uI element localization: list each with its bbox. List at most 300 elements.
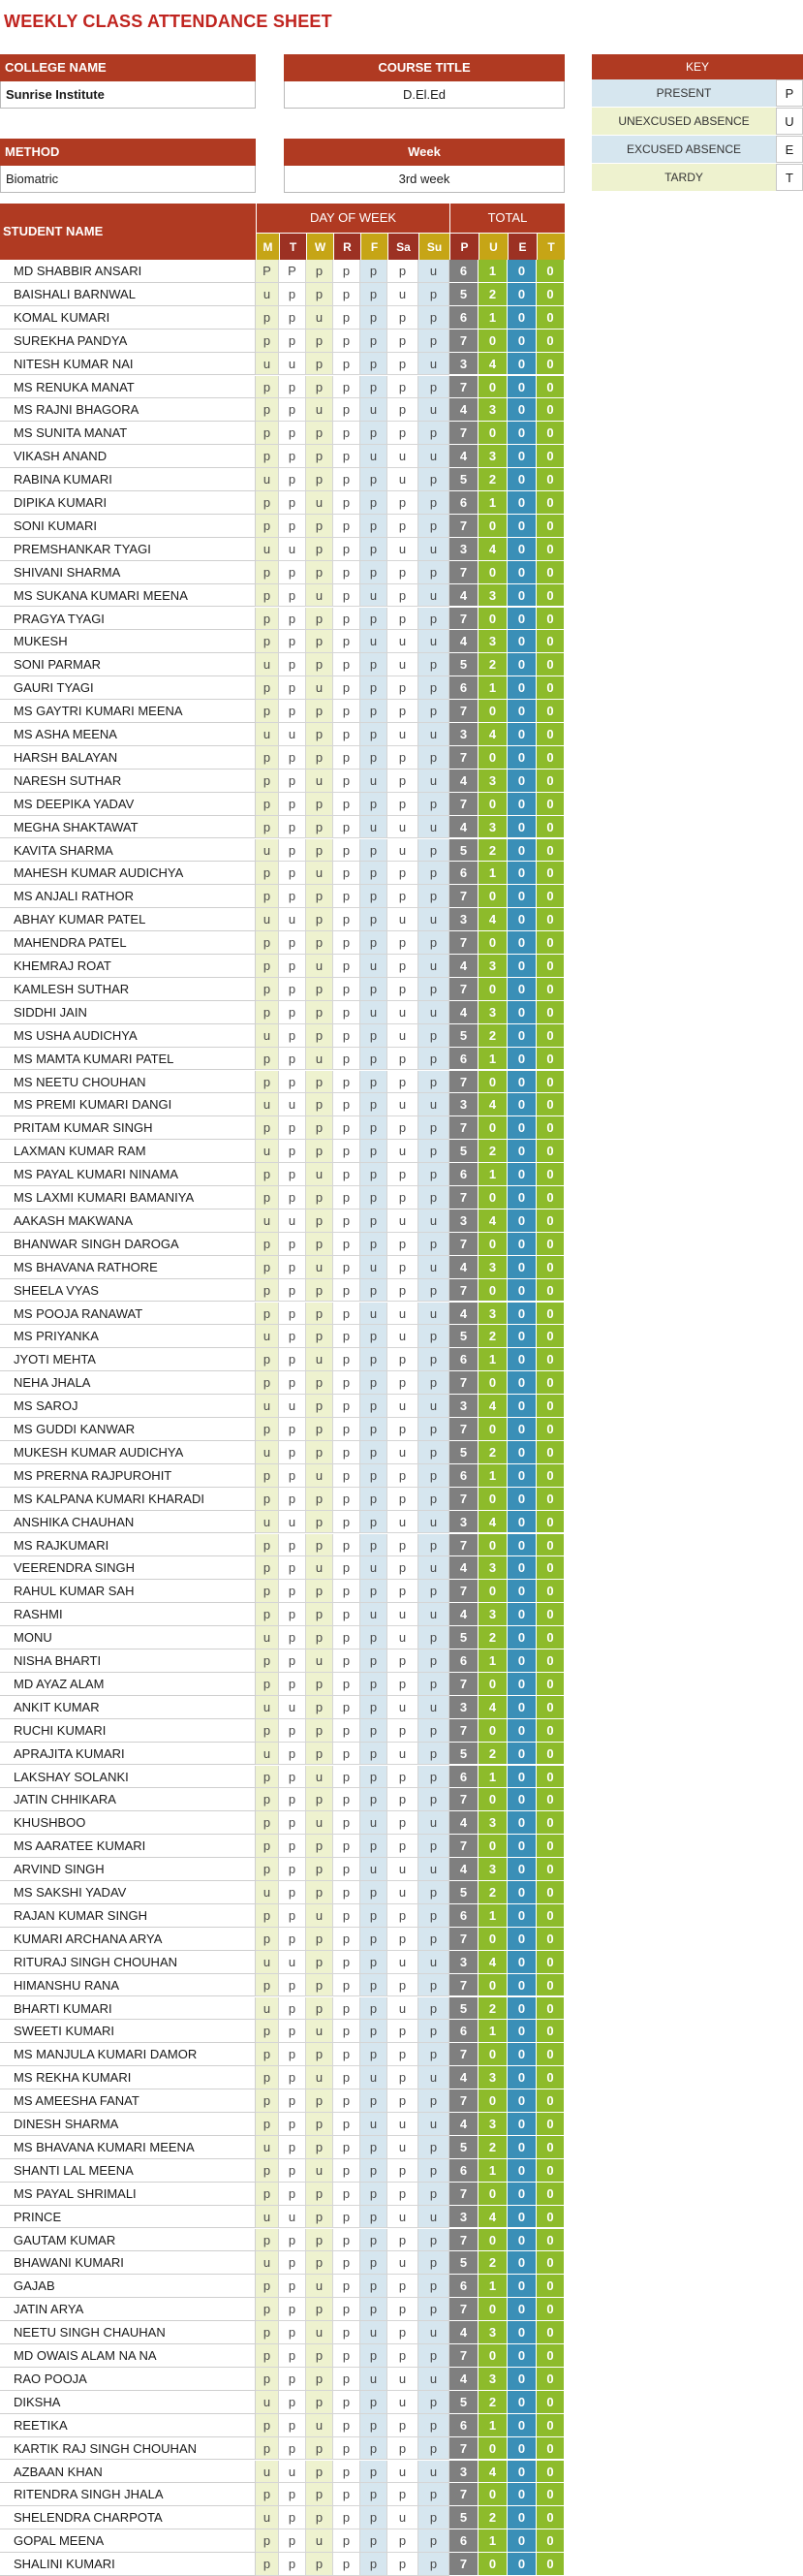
attendance-cell[interactable]: p bbox=[360, 793, 387, 816]
attendance-cell[interactable]: p bbox=[387, 491, 418, 515]
attendance-cell[interactable]: u bbox=[418, 353, 449, 376]
attendance-cell[interactable]: u bbox=[387, 1881, 418, 1904]
attendance-cell[interactable]: p bbox=[279, 816, 306, 839]
attendance-cell[interactable]: p bbox=[418, 2043, 449, 2066]
attendance-cell[interactable]: u bbox=[360, 1256, 387, 1279]
attendance-cell[interactable]: p bbox=[360, 2159, 387, 2183]
attendance-cell[interactable]: p bbox=[333, 1256, 360, 1279]
attendance-cell[interactable]: u bbox=[387, 1858, 418, 1881]
attendance-cell[interactable]: p bbox=[360, 283, 387, 306]
attendance-cell[interactable]: p bbox=[333, 1488, 360, 1511]
attendance-cell[interactable]: p bbox=[279, 1163, 306, 1186]
attendance-cell[interactable]: u bbox=[306, 398, 333, 422]
attendance-cell[interactable]: p bbox=[418, 1928, 449, 1951]
attendance-cell[interactable]: p bbox=[333, 608, 360, 631]
attendance-cell[interactable]: p bbox=[418, 1071, 449, 1094]
attendance-cell[interactable]: p bbox=[418, 839, 449, 863]
attendance-cell[interactable]: p bbox=[279, 2020, 306, 2043]
attendance-cell[interactable]: u bbox=[360, 2368, 387, 2391]
attendance-cell[interactable]: p bbox=[256, 1719, 279, 1743]
attendance-cell[interactable]: p bbox=[333, 445, 360, 468]
attendance-cell[interactable]: u bbox=[306, 1556, 333, 1580]
attendance-cell[interactable]: p bbox=[306, 515, 333, 538]
student-name-cell[interactable]: SHIVANI SHARMA bbox=[0, 561, 256, 584]
attendance-cell[interactable]: u bbox=[387, 1140, 418, 1163]
student-name-cell[interactable]: KOMAL KUMARI bbox=[0, 306, 256, 330]
attendance-cell[interactable]: p bbox=[306, 538, 333, 561]
attendance-cell[interactable]: p bbox=[360, 700, 387, 723]
attendance-cell[interactable]: p bbox=[360, 306, 387, 330]
attendance-cell[interactable]: p bbox=[387, 1116, 418, 1140]
attendance-cell[interactable]: p bbox=[360, 1093, 387, 1116]
attendance-cell[interactable]: p bbox=[360, 491, 387, 515]
attendance-cell[interactable]: p bbox=[306, 1673, 333, 1696]
attendance-cell[interactable]: p bbox=[387, 422, 418, 445]
attendance-cell[interactable]: p bbox=[306, 1001, 333, 1024]
attendance-cell[interactable]: p bbox=[360, 1696, 387, 1719]
student-name-cell[interactable]: BHARTI KUMARI bbox=[0, 1997, 256, 2021]
attendance-cell[interactable]: p bbox=[279, 2066, 306, 2089]
student-name-cell[interactable]: KAVITA SHARMA bbox=[0, 839, 256, 863]
attendance-cell[interactable]: p bbox=[279, 1418, 306, 1441]
attendance-cell[interactable]: p bbox=[360, 1974, 387, 1997]
student-name-cell[interactable]: LAKSHAY SOLANKI bbox=[0, 1766, 256, 1789]
attendance-cell[interactable]: p bbox=[279, 1233, 306, 1256]
attendance-cell[interactable]: p bbox=[418, 676, 449, 700]
attendance-cell[interactable]: p bbox=[333, 376, 360, 399]
attendance-cell[interactable]: u bbox=[418, 1811, 449, 1835]
college-name-value[interactable]: Sunrise Institute bbox=[0, 81, 256, 109]
attendance-cell[interactable]: u bbox=[418, 1511, 449, 1534]
attendance-cell[interactable]: u bbox=[306, 2414, 333, 2437]
attendance-cell[interactable]: u bbox=[360, 1811, 387, 1835]
attendance-cell[interactable]: p bbox=[256, 1488, 279, 1511]
attendance-cell[interactable]: p bbox=[256, 770, 279, 793]
attendance-cell[interactable]: p bbox=[306, 1881, 333, 1904]
attendance-cell[interactable]: p bbox=[360, 1626, 387, 1649]
attendance-cell[interactable]: p bbox=[306, 376, 333, 399]
attendance-cell[interactable]: p bbox=[279, 2183, 306, 2206]
attendance-cell[interactable]: p bbox=[387, 1256, 418, 1279]
attendance-cell[interactable]: p bbox=[306, 2136, 333, 2159]
attendance-cell[interactable]: p bbox=[387, 1904, 418, 1928]
attendance-cell[interactable]: p bbox=[360, 376, 387, 399]
student-name-cell[interactable]: APRAJITA KUMARI bbox=[0, 1743, 256, 1766]
student-name-cell[interactable]: SHEELA VYAS bbox=[0, 1279, 256, 1303]
attendance-cell[interactable]: p bbox=[418, 376, 449, 399]
attendance-cell[interactable]: p bbox=[333, 1556, 360, 1580]
attendance-cell[interactable]: p bbox=[387, 1048, 418, 1071]
attendance-cell[interactable]: p bbox=[360, 1534, 387, 1557]
attendance-cell[interactable]: p bbox=[279, 608, 306, 631]
attendance-cell[interactable]: u bbox=[418, 445, 449, 468]
attendance-cell[interactable]: p bbox=[418, 1140, 449, 1163]
attendance-cell[interactable]: p bbox=[418, 1997, 449, 2021]
attendance-cell[interactable]: u bbox=[256, 1395, 279, 1418]
attendance-cell[interactable]: u bbox=[306, 1766, 333, 1789]
attendance-cell[interactable]: p bbox=[279, 1441, 306, 1464]
attendance-cell[interactable]: p bbox=[306, 1743, 333, 1766]
student-name-cell[interactable]: MS SAKSHI YADAV bbox=[0, 1881, 256, 1904]
attendance-cell[interactable]: u bbox=[418, 2321, 449, 2344]
attendance-cell[interactable]: p bbox=[333, 2483, 360, 2506]
attendance-cell[interactable]: p bbox=[333, 1348, 360, 1371]
attendance-cell[interactable]: u bbox=[256, 283, 279, 306]
attendance-cell[interactable]: p bbox=[333, 2437, 360, 2461]
attendance-cell[interactable]: p bbox=[333, 1696, 360, 1719]
attendance-cell[interactable]: p bbox=[387, 2437, 418, 2461]
attendance-cell[interactable]: p bbox=[279, 283, 306, 306]
attendance-cell[interactable]: u bbox=[418, 1209, 449, 1233]
attendance-cell[interactable]: u bbox=[306, 1163, 333, 1186]
student-name-cell[interactable]: RAJAN KUMAR SINGH bbox=[0, 1904, 256, 1928]
attendance-cell[interactable]: p bbox=[418, 1441, 449, 1464]
attendance-cell[interactable]: p bbox=[256, 2368, 279, 2391]
attendance-cell[interactable]: p bbox=[387, 1928, 418, 1951]
attendance-cell[interactable]: p bbox=[306, 746, 333, 770]
attendance-cell[interactable]: p bbox=[387, 2020, 418, 2043]
attendance-cell[interactable]: u bbox=[306, 306, 333, 330]
attendance-cell[interactable]: p bbox=[306, 1788, 333, 1811]
attendance-cell[interactable]: p bbox=[360, 1441, 387, 1464]
attendance-cell[interactable]: p bbox=[279, 1279, 306, 1303]
attendance-cell[interactable]: p bbox=[387, 2529, 418, 2553]
attendance-cell[interactable]: p bbox=[306, 1186, 333, 1209]
attendance-cell[interactable]: p bbox=[418, 2183, 449, 2206]
attendance-cell[interactable]: p bbox=[333, 2298, 360, 2321]
attendance-cell[interactable]: u bbox=[256, 2461, 279, 2484]
attendance-cell[interactable]: u bbox=[256, 1881, 279, 1904]
attendance-cell[interactable]: p bbox=[387, 376, 418, 399]
attendance-cell[interactable]: p bbox=[418, 608, 449, 631]
student-name-cell[interactable]: MS PRERNA RAJPUROHIT bbox=[0, 1464, 256, 1488]
attendance-cell[interactable]: p bbox=[418, 2483, 449, 2506]
attendance-cell[interactable]: p bbox=[418, 1048, 449, 1071]
attendance-cell[interactable]: u bbox=[279, 1395, 306, 1418]
attendance-cell[interactable]: u bbox=[418, 1951, 449, 1974]
attendance-cell[interactable]: p bbox=[256, 1928, 279, 1951]
student-name-cell[interactable]: JATIN ARYA bbox=[0, 2298, 256, 2321]
attendance-cell[interactable]: p bbox=[306, 1928, 333, 1951]
attendance-cell[interactable]: u bbox=[387, 630, 418, 653]
attendance-cell[interactable]: p bbox=[418, 1835, 449, 1858]
attendance-cell[interactable]: u bbox=[418, 1395, 449, 1418]
attendance-cell[interactable]: p bbox=[256, 2159, 279, 2183]
attendance-cell[interactable]: p bbox=[387, 1974, 418, 1997]
attendance-cell[interactable]: u bbox=[306, 1348, 333, 1371]
student-name-cell[interactable]: DINESH SHARMA bbox=[0, 2113, 256, 2136]
attendance-cell[interactable]: p bbox=[333, 676, 360, 700]
attendance-cell[interactable]: u bbox=[360, 1858, 387, 1881]
attendance-cell[interactable]: p bbox=[418, 422, 449, 445]
attendance-cell[interactable]: p bbox=[360, 978, 387, 1001]
attendance-cell[interactable]: p bbox=[256, 1904, 279, 1928]
attendance-cell[interactable]: u bbox=[418, 816, 449, 839]
attendance-cell[interactable]: p bbox=[360, 908, 387, 931]
student-name-cell[interactable]: GAURI TYAGI bbox=[0, 676, 256, 700]
attendance-cell[interactable]: p bbox=[333, 1534, 360, 1557]
attendance-cell[interactable]: p bbox=[306, 908, 333, 931]
attendance-cell[interactable]: u bbox=[306, 2321, 333, 2344]
attendance-cell[interactable]: u bbox=[306, 676, 333, 700]
attendance-cell[interactable]: p bbox=[333, 2206, 360, 2229]
attendance-cell[interactable]: p bbox=[418, 1788, 449, 1811]
attendance-cell[interactable]: p bbox=[306, 1024, 333, 1048]
attendance-cell[interactable]: u bbox=[387, 1093, 418, 1116]
attendance-cell[interactable]: p bbox=[418, 1904, 449, 1928]
attendance-cell[interactable]: p bbox=[387, 306, 418, 330]
attendance-cell[interactable]: p bbox=[279, 793, 306, 816]
attendance-cell[interactable]: p bbox=[279, 630, 306, 653]
attendance-cell[interactable]: p bbox=[360, 1649, 387, 1673]
attendance-cell[interactable]: p bbox=[360, 2089, 387, 2113]
attendance-cell[interactable]: p bbox=[360, 2506, 387, 2529]
attendance-cell[interactable]: p bbox=[256, 2553, 279, 2576]
attendance-cell[interactable]: p bbox=[256, 2275, 279, 2298]
attendance-cell[interactable]: u bbox=[279, 1511, 306, 1534]
attendance-cell[interactable]: p bbox=[360, 2251, 387, 2275]
attendance-cell[interactable]: p bbox=[256, 1233, 279, 1256]
attendance-cell[interactable]: p bbox=[306, 816, 333, 839]
attendance-cell[interactable]: p bbox=[333, 1766, 360, 1789]
attendance-cell[interactable]: p bbox=[333, 630, 360, 653]
attendance-cell[interactable]: p bbox=[333, 1233, 360, 1256]
attendance-cell[interactable]: p bbox=[306, 1093, 333, 1116]
attendance-cell[interactable]: p bbox=[333, 1395, 360, 1418]
attendance-cell[interactable]: p bbox=[387, 1788, 418, 1811]
attendance-cell[interactable]: u bbox=[387, 1395, 418, 1418]
attendance-cell[interactable]: p bbox=[387, 2298, 418, 2321]
student-name-cell[interactable]: NEETU SINGH CHAUHAN bbox=[0, 2321, 256, 2344]
student-name-cell[interactable]: RITENDRA SINGH JHALA bbox=[0, 2483, 256, 2506]
attendance-cell[interactable]: p bbox=[418, 1163, 449, 1186]
attendance-cell[interactable]: p bbox=[333, 2159, 360, 2183]
attendance-cell[interactable]: p bbox=[360, 2529, 387, 2553]
attendance-cell[interactable]: p bbox=[418, 2344, 449, 2368]
student-name-cell[interactable]: DIPIKA KUMARI bbox=[0, 491, 256, 515]
attendance-cell[interactable]: u bbox=[387, 1209, 418, 1233]
student-name-cell[interactable]: ABHAY KUMAR PATEL bbox=[0, 908, 256, 931]
attendance-cell[interactable]: p bbox=[256, 1303, 279, 1326]
student-name-cell[interactable]: SONI KUMARI bbox=[0, 515, 256, 538]
attendance-cell[interactable]: p bbox=[333, 1974, 360, 1997]
attendance-cell[interactable]: p bbox=[256, 676, 279, 700]
attendance-cell[interactable]: p bbox=[333, 2414, 360, 2437]
attendance-cell[interactable]: p bbox=[306, 608, 333, 631]
attendance-cell[interactable]: p bbox=[387, 515, 418, 538]
attendance-cell[interactable]: p bbox=[333, 1209, 360, 1233]
attendance-cell[interactable]: p bbox=[360, 2461, 387, 2484]
attendance-cell[interactable]: p bbox=[306, 353, 333, 376]
attendance-cell[interactable]: u bbox=[256, 2206, 279, 2229]
attendance-cell[interactable]: p bbox=[279, 1766, 306, 1789]
attendance-cell[interactable]: p bbox=[279, 422, 306, 445]
attendance-cell[interactable]: p bbox=[418, 1279, 449, 1303]
attendance-cell[interactable]: u bbox=[387, 2251, 418, 2275]
attendance-cell[interactable]: p bbox=[279, 1603, 306, 1626]
attendance-cell[interactable]: u bbox=[256, 908, 279, 931]
attendance-cell[interactable]: p bbox=[256, 608, 279, 631]
attendance-cell[interactable]: u bbox=[418, 723, 449, 746]
attendance-cell[interactable]: p bbox=[333, 1951, 360, 1974]
attendance-cell[interactable]: p bbox=[279, 1580, 306, 1603]
attendance-cell[interactable]: p bbox=[360, 676, 387, 700]
attendance-cell[interactable]: p bbox=[333, 1788, 360, 1811]
attendance-cell[interactable]: p bbox=[387, 2159, 418, 2183]
attendance-cell[interactable]: p bbox=[256, 330, 279, 353]
student-name-cell[interactable]: MS BHAVANA KUMARI MEENA bbox=[0, 2136, 256, 2159]
student-name-cell[interactable]: MD OWAIS ALAM NA NA bbox=[0, 2344, 256, 2368]
student-name-cell[interactable]: MS RAJNI BHAGORA bbox=[0, 398, 256, 422]
attendance-cell[interactable]: p bbox=[256, 2066, 279, 2089]
attendance-cell[interactable]: p bbox=[418, 653, 449, 676]
attendance-cell[interactable]: p bbox=[256, 931, 279, 955]
student-name-cell[interactable]: JYOTI MEHTA bbox=[0, 1348, 256, 1371]
student-name-cell[interactable]: MS RENUKA MANAT bbox=[0, 376, 256, 399]
attendance-cell[interactable]: u bbox=[360, 770, 387, 793]
student-name-cell[interactable]: BAISHALI BARNWAL bbox=[0, 283, 256, 306]
attendance-cell[interactable]: p bbox=[279, 330, 306, 353]
attendance-cell[interactable]: p bbox=[418, 1325, 449, 1348]
attendance-cell[interactable]: p bbox=[387, 1488, 418, 1511]
attendance-cell[interactable]: u bbox=[279, 1209, 306, 1233]
attendance-cell[interactable]: p bbox=[333, 1140, 360, 1163]
attendance-cell[interactable]: p bbox=[360, 1719, 387, 1743]
student-name-cell[interactable]: MS POOJA RANAWAT bbox=[0, 1303, 256, 1326]
student-name-cell[interactable]: NARESH SUTHAR bbox=[0, 770, 256, 793]
student-name-cell[interactable]: MS AARATEE KUMARI bbox=[0, 1835, 256, 1858]
attendance-cell[interactable]: p bbox=[333, 955, 360, 978]
attendance-cell[interactable]: p bbox=[387, 2553, 418, 2576]
attendance-cell[interactable]: p bbox=[333, 2368, 360, 2391]
attendance-cell[interactable]: p bbox=[418, 1233, 449, 1256]
attendance-cell[interactable]: p bbox=[387, 700, 418, 723]
attendance-cell[interactable]: u bbox=[418, 260, 449, 283]
attendance-cell[interactable]: p bbox=[256, 445, 279, 468]
attendance-cell[interactable]: p bbox=[418, 1649, 449, 1673]
attendance-cell[interactable]: p bbox=[418, 468, 449, 491]
attendance-cell[interactable]: p bbox=[256, 1348, 279, 1371]
attendance-cell[interactable]: p bbox=[333, 1371, 360, 1395]
attendance-cell[interactable]: p bbox=[256, 1464, 279, 1488]
attendance-cell[interactable]: p bbox=[279, 1649, 306, 1673]
attendance-cell[interactable]: p bbox=[360, 1673, 387, 1696]
attendance-cell[interactable]: p bbox=[306, 445, 333, 468]
attendance-cell[interactable]: p bbox=[306, 422, 333, 445]
attendance-cell[interactable]: p bbox=[279, 1626, 306, 1649]
attendance-cell[interactable]: p bbox=[256, 1835, 279, 1858]
attendance-cell[interactable]: p bbox=[418, 2553, 449, 2576]
attendance-cell[interactable]: u bbox=[306, 2275, 333, 2298]
attendance-cell[interactable]: p bbox=[360, 1951, 387, 1974]
attendance-cell[interactable]: u bbox=[387, 1441, 418, 1464]
attendance-cell[interactable]: p bbox=[360, 1997, 387, 2021]
attendance-cell[interactable]: p bbox=[256, 306, 279, 330]
attendance-cell[interactable]: p bbox=[306, 2391, 333, 2414]
attendance-cell[interactable]: p bbox=[279, 398, 306, 422]
attendance-cell[interactable]: p bbox=[418, 931, 449, 955]
method-value[interactable]: Biomatric bbox=[0, 166, 256, 193]
attendance-cell[interactable]: p bbox=[360, 1928, 387, 1951]
attendance-cell[interactable]: p bbox=[418, 491, 449, 515]
attendance-cell[interactable]: p bbox=[279, 1673, 306, 1696]
attendance-cell[interactable]: p bbox=[279, 376, 306, 399]
attendance-cell[interactable]: u bbox=[279, 2206, 306, 2229]
attendance-cell[interactable]: p bbox=[387, 1811, 418, 1835]
student-name-cell[interactable]: GAJAB bbox=[0, 2275, 256, 2298]
attendance-cell[interactable]: u bbox=[256, 1441, 279, 1464]
attendance-cell[interactable]: p bbox=[256, 2113, 279, 2136]
attendance-cell[interactable]: p bbox=[256, 2414, 279, 2437]
attendance-cell[interactable]: p bbox=[360, 885, 387, 908]
attendance-cell[interactable]: p bbox=[279, 2553, 306, 2576]
attendance-cell[interactable]: p bbox=[387, 1835, 418, 1858]
attendance-cell[interactable]: p bbox=[279, 1904, 306, 1928]
attendance-cell[interactable]: p bbox=[333, 1858, 360, 1881]
attendance-cell[interactable]: p bbox=[279, 700, 306, 723]
attendance-cell[interactable]: p bbox=[279, 1881, 306, 1904]
attendance-cell[interactable]: p bbox=[279, 2529, 306, 2553]
attendance-cell[interactable]: p bbox=[360, 1209, 387, 1233]
attendance-cell[interactable]: u bbox=[387, 2461, 418, 2484]
attendance-cell[interactable]: p bbox=[418, 1974, 449, 1997]
attendance-cell[interactable]: p bbox=[279, 2483, 306, 2506]
attendance-cell[interactable]: p bbox=[387, 770, 418, 793]
attendance-cell[interactable]: u bbox=[418, 1303, 449, 1326]
attendance-cell[interactable]: p bbox=[306, 1279, 333, 1303]
student-name-cell[interactable]: MD SHABBIR ANSARI bbox=[0, 260, 256, 283]
attendance-cell[interactable]: p bbox=[256, 885, 279, 908]
attendance-cell[interactable]: u bbox=[418, 2368, 449, 2391]
attendance-cell[interactable]: u bbox=[360, 1603, 387, 1626]
attendance-cell[interactable]: p bbox=[306, 2506, 333, 2529]
student-name-cell[interactable]: GAUTAM KUMAR bbox=[0, 2229, 256, 2252]
attendance-cell[interactable]: u bbox=[279, 1093, 306, 1116]
attendance-cell[interactable]: p bbox=[333, 1511, 360, 1534]
attendance-cell[interactable]: u bbox=[418, 770, 449, 793]
attendance-cell[interactable]: p bbox=[333, 1649, 360, 1673]
attendance-cell[interactable]: p bbox=[387, 955, 418, 978]
attendance-cell[interactable]: u bbox=[306, 2159, 333, 2183]
student-name-cell[interactable]: REETIKA bbox=[0, 2414, 256, 2437]
student-name-cell[interactable]: MS MANJULA KUMARI DAMOR bbox=[0, 2043, 256, 2066]
attendance-cell[interactable]: p bbox=[256, 1116, 279, 1140]
student-name-cell[interactable]: MAHESH KUMAR AUDICHYA bbox=[0, 862, 256, 885]
attendance-cell[interactable]: p bbox=[333, 2251, 360, 2275]
attendance-cell[interactable]: p bbox=[360, 1881, 387, 1904]
attendance-cell[interactable]: p bbox=[387, 584, 418, 608]
student-name-cell[interactable]: MS ANJALI RATHOR bbox=[0, 885, 256, 908]
attendance-cell[interactable]: p bbox=[333, 2229, 360, 2252]
attendance-cell[interactable]: p bbox=[418, 1626, 449, 1649]
student-name-cell[interactable]: MS REKHA KUMARI bbox=[0, 2066, 256, 2089]
attendance-cell[interactable]: p bbox=[256, 2183, 279, 2206]
attendance-cell[interactable]: p bbox=[333, 2553, 360, 2576]
attendance-cell[interactable]: u bbox=[256, 1997, 279, 2021]
attendance-cell[interactable]: p bbox=[256, 1186, 279, 1209]
attendance-cell[interactable]: p bbox=[333, 2275, 360, 2298]
attendance-cell[interactable]: p bbox=[418, 330, 449, 353]
attendance-cell[interactable]: p bbox=[333, 2136, 360, 2159]
student-name-cell[interactable]: MONU bbox=[0, 1626, 256, 1649]
attendance-cell[interactable]: p bbox=[387, 1071, 418, 1094]
attendance-cell[interactable]: p bbox=[360, 1279, 387, 1303]
attendance-cell[interactable]: p bbox=[333, 1904, 360, 1928]
attendance-cell[interactable]: p bbox=[387, 608, 418, 631]
attendance-cell[interactable]: p bbox=[418, 1024, 449, 1048]
student-name-cell[interactable]: GOPAL MEENA bbox=[0, 2529, 256, 2553]
attendance-cell[interactable]: p bbox=[306, 2344, 333, 2368]
